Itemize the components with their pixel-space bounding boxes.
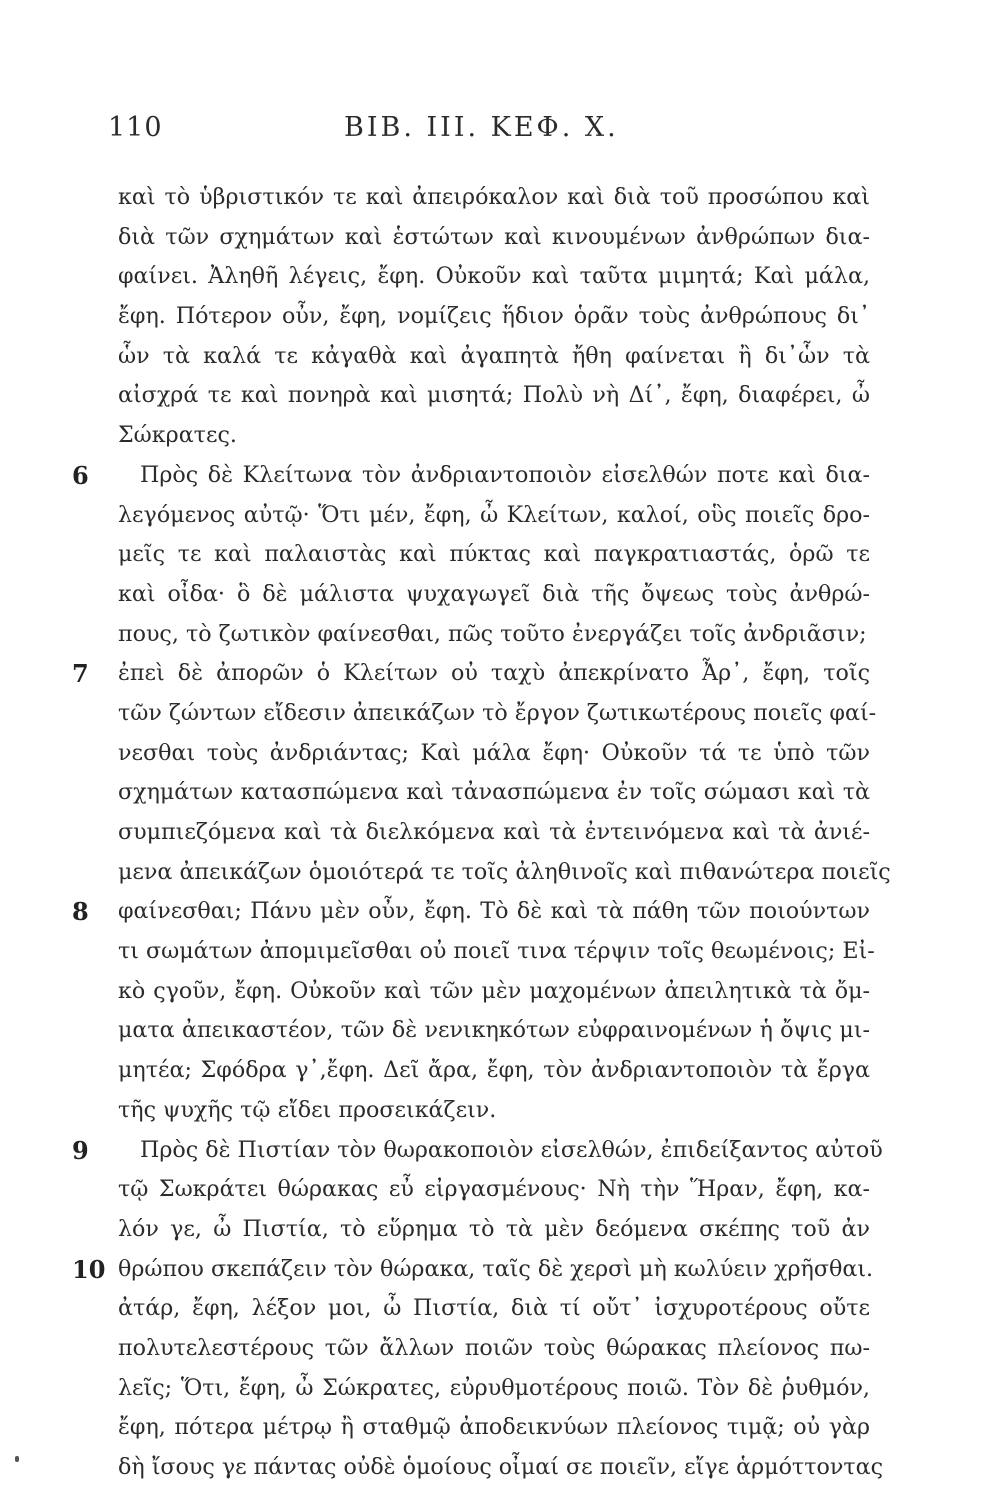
line-text: καὶ τὸ ὑβριστικόν τε καὶ ἀπειρόκαλον καὶ διὰ τοῦ προσώπου καὶ [118, 184, 870, 210]
line-text: πους, τὸ ζωτικὸν φαίνεσθαι, πῶς τοῦτο ἐνεργάζει τοῖς ἀνδριᾶσιν; [118, 620, 867, 647]
text-line [118, 297, 870, 337]
line-text: Πρὸς δὲ Κλείτωνα τὸν ἀνδριαντοποιὸν εἰσελθών ποτε καὶ δια- [140, 461, 870, 488]
section-number: 9 [72, 1135, 89, 1165]
text-line [118, 773, 870, 813]
line-text: ἀτάρ, ἔφη, λέξον μοι, ὦ Πιστία, διὰ τί οὔτ᾽ ἰσχυροτέρους οὔτε [118, 1295, 870, 1322]
text-line [118, 178, 870, 218]
line-text: τῶν ζώντων εἴδεσιν ἀπεικάζων τὸ ἔργον ζωτικωτέρους ποιεῖς φαί- [118, 699, 877, 726]
line-text: τῆς ψυχῆς τῷ εἴδει προσεικάζειν. [118, 1096, 497, 1123]
text-line [72, 654, 870, 694]
text-line [118, 1210, 870, 1250]
text-line [118, 1051, 870, 1091]
line-text: λεῖς; Ὅτι, ἔφη, ὦ Σώκρατες, εὐρυθμοτέρους ποιῶ. Τὸν δὲ ῥυθμόν, [118, 1374, 870, 1401]
text-line [118, 932, 875, 972]
section-number: 6 [72, 460, 89, 490]
text-line [118, 218, 870, 258]
line-text: μενα ἀπεικάζων ὁμοιότερά τε τοῖς ἀληθινοῖς καὶ πιθανώτερα ποιεῖς [118, 858, 891, 885]
line-text: καὶ οἶδα· ὃ δὲ μάλιστα ψυχαγωγεῖ διὰ τῆς ὄψεως τοὺς ἀνθρώ- [118, 580, 870, 607]
line-text: θρώπου σκεπάζειν τὸν θώρακα, ταῖς δὲ χερσὶ μὴ κωλύειν χρῆσθαι. [118, 1255, 874, 1282]
line-text: σχημάτων κατασπώμενα καὶ τἀνασπώμενα ἐν τοῖς σώμασι καὶ τὰ [118, 779, 870, 806]
text-line [118, 1448, 884, 1488]
text-line [118, 496, 870, 536]
running-head: BIB. III. ΚΕΦ. X. [344, 112, 619, 143]
page-number: 110 [108, 112, 163, 143]
text-line [72, 892, 870, 932]
text-line [118, 1011, 870, 1051]
section-number: 8 [72, 897, 89, 927]
text-line [72, 1250, 874, 1290]
line-text: τῷ Σωκράτει θώρακας εὖ εἰργασμένους· Νὴ τὴν Ἥραν, ἔφη, κα- [118, 1176, 870, 1203]
text-line [118, 813, 870, 853]
text-line [118, 337, 870, 377]
line-text: κὸ ςγοῦν, ἔφη. Οὐκοῦν καὶ τῶν μὲν μαχομένων ἀπειλητικὰ τὰ ὄμ- [118, 977, 870, 1004]
line-text: ἔφη, πότερα μέτρῳ ἢ σταθμῷ ἀποδεικνύων πλείονος τιμᾷ; οὐ γὰρ [118, 1414, 870, 1441]
line-text: Πρὸς δὲ Πιστίαν τὸν θωρακοποιὸν εἰσελθών, ἐπιδείξαντος αὐτοῦ [140, 1136, 883, 1163]
line-text: μητέα; Σφόδρα γ᾽,ἔφη. Δεῖ ἄρα, ἔφη, τὸν ἀνδριαντοποιὸν τὰ ἔργα [118, 1057, 870, 1084]
text-line [118, 257, 870, 297]
text-line [118, 972, 870, 1012]
line-text: δὴ ἴσους γε πάντας οὐδὲ ὁμοίους οἶμαί σε ποιεῖν, εἴγε ἁρμόττοντας [118, 1454, 884, 1480]
line-text: αἰσχρά τε καὶ πονηρὰ καὶ μισητά; Πολὺ νὴ Δί᾽, ἔφη, διαφέρει, ὦ [118, 382, 870, 409]
text-line [118, 1170, 870, 1210]
text-line [118, 734, 870, 774]
line-text: ἔφη. Πότερον οὖν, ἔφη, νομίζεις ἥδιον ὁρᾶν τοὺς ἀνθρώπους δι᾽ [118, 303, 870, 330]
line-text: συμπιεζόμενα καὶ τὰ διελκόμενα καὶ τὰ ἐντεινόμενα καὶ τὰ ἀνιέ- [118, 819, 870, 845]
line-text: Σώκρατες. [118, 422, 237, 449]
text-line [118, 1329, 870, 1369]
line-text: ὧν τὰ καλά τε κἀγαθὰ καὶ ἀγαπητὰ ἤθη φαίνεται ἢ δι᾽ὧν τὰ [118, 342, 870, 369]
text-line [118, 694, 877, 734]
line-text: νεσθαι τοὺς ἀνδριάντας; Καὶ μάλα ἔφη· Οὐκοῦν τά τε ὑπὸ τῶν [118, 739, 870, 766]
line-text: φαίνεσθαι; Πάνυ μὲν οὖν, ἔφη. Τὸ δὲ καὶ τὰ πάθη τῶν ποιούντων [118, 898, 870, 925]
line-text: ματα ἀπεικαστέον, τῶν δὲ νενικηκότων εὐφραινομένων ἡ ὄψις μι- [118, 1017, 870, 1044]
section-number: 7 [72, 659, 89, 689]
text-line [118, 1091, 870, 1131]
text-line [118, 535, 870, 575]
section-number: 10 [72, 1254, 106, 1284]
page-header [108, 112, 868, 162]
text-line [118, 1369, 870, 1409]
text-line [72, 456, 870, 496]
line-text: λεγόμενος αὐτῷ· Ὅτι μέν, ἔφη, ὦ Κλείτων, καλοί, οὓς ποιεῖς δρο- [118, 501, 870, 528]
text-line [118, 376, 870, 416]
text-line [118, 1289, 870, 1329]
text-line [118, 853, 891, 893]
line-text: πολυτελεστέρους τῶν ἄλλων ποιῶν τοὺς θώρακας πλείονος πω- [118, 1334, 870, 1361]
text-line [118, 575, 870, 615]
text-line [72, 1131, 883, 1171]
line-text: φαίνει. Ἀληθῆ λέγεις, ἔφη. Οὐκοῦν καὶ ταῦτα μιμητά; Καὶ μάλα, [118, 263, 870, 290]
text-line [118, 416, 870, 456]
line-text: λόν γε, ὦ Πιστία, τὸ εὕρημα τὸ τὰ μὲν δεόμενα σκέπης τοῦ ἀν [118, 1215, 870, 1242]
line-text: ἐπεὶ δὲ ἀπορῶν ὁ Κλείτων οὐ ταχὺ ἀπεκρίνατο Ἆρ᾽, ἔφη, τοῖς [118, 660, 870, 687]
text-line [118, 1408, 870, 1448]
greek-text-body [72, 178, 891, 1488]
line-text: μεῖς τε καὶ παλαιστὰς καὶ πύκτας καὶ παγκρατιαστάς, ὁρῶ τε [118, 541, 870, 568]
text-line [118, 615, 870, 655]
print-speck [15, 1456, 19, 1462]
line-text: διὰ τῶν σχημάτων καὶ ἑστώτων καὶ κινουμένων ἀνθρώπων δια- [118, 223, 870, 250]
line-text: τι σωμάτων ἀπομιμεῖσθαι οὐ ποιεῖ τινα τέρψιν τοῖς θεωμένοις; Εἰ- [118, 938, 875, 965]
